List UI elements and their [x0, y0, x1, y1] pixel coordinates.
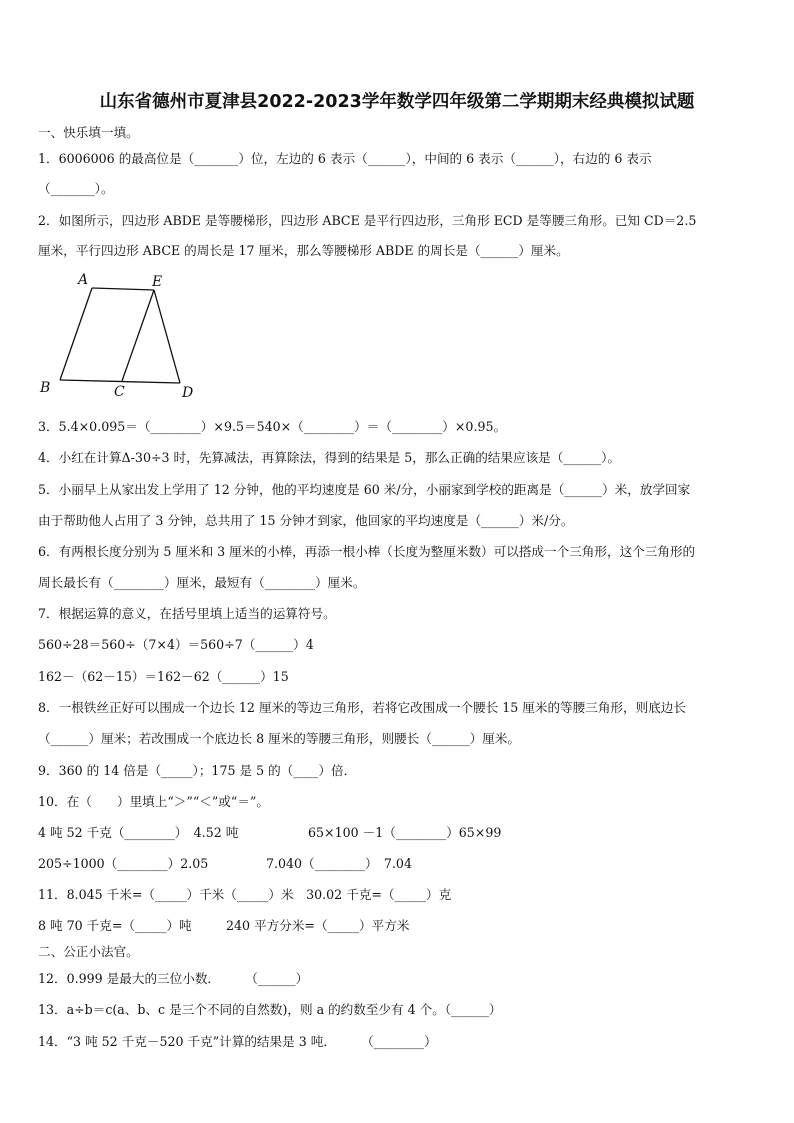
question-7-item-1: 560÷28＝560÷（7×4）＝560÷7（______）4 [38, 637, 314, 652]
question-6-line-1: 6．有两根长度分别为 5 厘米和 3 厘米的小棒，再添一根小棒（长度为整厘米数）可以搭成一个三角形，这个三角形的 [38, 544, 696, 559]
question-10: 10．在（ ）里填上“＞”“＜”或“＝”。 [38, 794, 269, 809]
question-11-item-2: 240 平方分米=（_____）平方米 [226, 918, 410, 933]
trapezoid-figure [34, 268, 204, 403]
question-8-line-2: （______）厘米；若改围成一个底边长 8 厘米的等腰三角形，则腰长（______）厘米。 [38, 731, 520, 746]
section-heading-1: 一、快乐填一填。 [38, 125, 139, 140]
question-11-item-1: 8 吨 70 千克=（_____）吨 [38, 918, 192, 933]
question-8-line-1: 8．一根铁丝正好可以围成一个边长 12 厘米的等边三角形，若将它改围成一个腰长 15 厘米的等腰三角形，则底边长 [38, 700, 686, 715]
question-1-line-2: （_______）。 [38, 181, 114, 196]
edge-ab [60, 288, 92, 380]
label-c: C [114, 384, 125, 400]
edge-ae [92, 288, 154, 290]
section-heading-2: 二、公正小法官。 [38, 944, 139, 959]
question-1-line-1: 1．6006006 的最高位是（_______）位，左边的 6 表示（______），中间的 6 表示（______），右边的 6 表示 [38, 151, 652, 166]
edge-bd [60, 380, 180, 383]
label-d: D [182, 385, 194, 401]
label-e: E [152, 274, 163, 290]
question-12: 12．0.999 是最大的三位小数． （______） [38, 971, 309, 986]
question-10-item-1: 4 吨 52 千克（________） 4.52 吨 [38, 825, 239, 840]
question-7-item-2: 162－（62－15）＝162－62（______）15 [38, 669, 289, 684]
question-5-line-2: 由于帮助他人占用了 3 分钟，总共用了 15 分钟才到家，他回家的平均速度是（______）米/分。 [38, 513, 574, 528]
question-10-item-2: 65×100 －1（________）65×99 [308, 825, 502, 840]
question-3: 3．5.4×0.095＝（________）×9.5＝540×（________）＝（________）×0.95。 [38, 419, 507, 434]
question-13: 13．a÷b＝c(a、b、c 是三个不同的自然数)，则 a 的约数至少有 4 个。（______） [38, 1002, 502, 1017]
question-2-line-1: 2．如图所示，四边形 ABDE 是等腰梯形，四边形 ABCE 是平行四边形，三角形 ECD 是等腰三角形。已知 CD＝2.5 [38, 213, 697, 228]
page-title: 山东省德州市夏津县2022-2023学年数学四年级第二学期期末经典模拟试题 [99, 92, 695, 112]
question-9: 9．360 的 14 倍是（_____）；175 是 5 的（____）倍． [38, 763, 357, 778]
question-2-line-2: 厘米，平行四边形 ABCE 的周长是 17 厘米，那么等腰梯形 ABDE 的周长是（______）厘米。 [38, 243, 569, 258]
question-10-item-4: 7.040（________） 7.04 [266, 856, 412, 871]
edge-ed [154, 290, 180, 383]
question-10-item-3: 205÷1000（________）2.05 [38, 856, 209, 871]
question-14: 14．“3 吨 52 千克－520 千克”计算的结果是 3 吨． （________） [38, 1034, 437, 1049]
question-11-line-1: 11．8.045 千米=（_____）千米（_____）米 30.02 千克=（_____）克 [38, 887, 452, 902]
question-6-line-2: 周长最长有（________）厘米，最短有（________）厘米。 [38, 575, 366, 590]
label-a: A [78, 272, 89, 288]
question-5-line-1: 5．小丽早上从家出发上学用了 12 分钟，他的平均速度是 60 米/分，小丽家到学校的距离是（______）米，放学回家 [38, 482, 691, 497]
edge-ec [122, 290, 154, 381]
label-b: B [40, 380, 51, 396]
question-7: 7．根据运算的意义，在括号里填上适当的运算符号。 [38, 606, 336, 621]
question-4: 4．小红在计算Δ-30÷3 时，先算减法，再算除法，得到的结果是 5，那么正确的结果应该是（______）。 [38, 450, 621, 465]
